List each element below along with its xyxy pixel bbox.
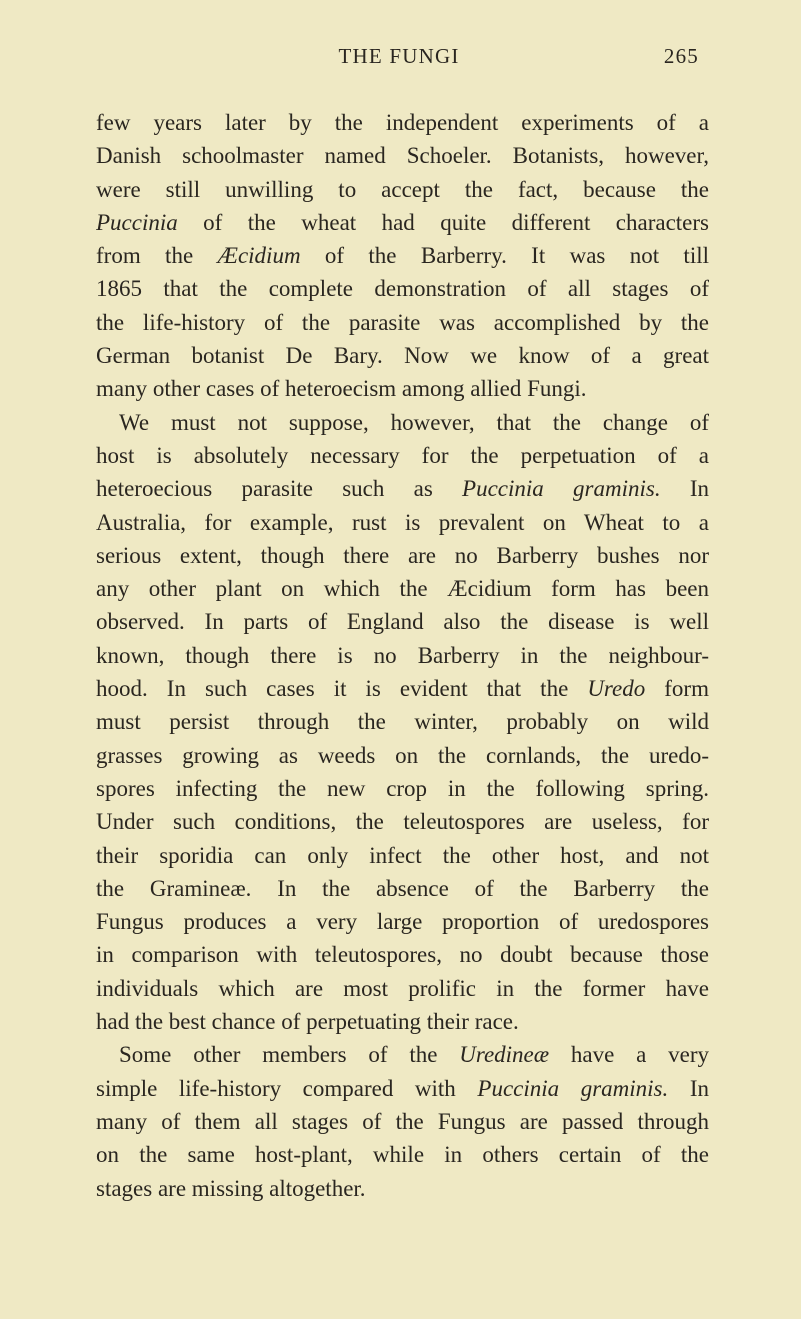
paragraph-3 — [96, 1038, 709, 1204]
text-run: Some other members of the — [119, 1042, 460, 1068]
text-line — [96, 938, 709, 971]
text-run: We must not suppose, however, that the change of — [119, 409, 709, 435]
text-run: from the — [96, 243, 218, 269]
text-line — [96, 572, 709, 605]
text-line — [96, 839, 709, 872]
text-line — [96, 639, 709, 672]
italic-text: Uredo — [587, 676, 646, 702]
text-line — [96, 339, 709, 372]
text-run: Fungus produces a very large proportion of uredospores — [96, 909, 709, 935]
text-line — [96, 605, 709, 638]
text-run: grasses growing as weeds on the cornlands, the uredo- — [96, 742, 709, 768]
text-run: serious extent, though there are no Barberry bushes nor — [96, 542, 709, 568]
italic-text: Puccinia — [96, 209, 178, 235]
text-line — [96, 506, 709, 539]
text-line — [96, 306, 709, 339]
text-run: the Gramineæ. In the absence of the Barberry the — [96, 875, 709, 901]
text-line — [96, 106, 709, 139]
text-run: host is absolutely necessary for the perpetuation of a — [96, 442, 709, 468]
text-run: their sporidia can only infect the other host, and not — [96, 842, 709, 868]
text-line — [96, 439, 709, 472]
text-run: heteroecious parasite such as — [96, 476, 463, 502]
text-line — [96, 139, 709, 172]
text-line — [96, 972, 709, 1005]
page-number: 265 — [663, 44, 699, 68]
text-run: many of them all stages of the Fungus are passed through — [96, 1108, 709, 1134]
italic-text: Puccinia graminis. — [462, 476, 661, 502]
text-line — [96, 672, 709, 705]
text-line — [96, 239, 709, 272]
text-run: had the best chance of perpetuating their race. — [96, 1009, 519, 1035]
text-run: in comparison with teleutospores, no doubt because those — [96, 942, 709, 968]
text-line — [96, 1172, 709, 1205]
body-text — [96, 106, 709, 1205]
text-run: of the wheat had quite different characters — [177, 209, 709, 235]
text-line — [96, 805, 709, 838]
text-run: In — [660, 476, 709, 502]
text-line — [96, 739, 709, 772]
text-run: many other cases of heteroecism among allied Fungi. — [96, 376, 587, 402]
text-line — [96, 272, 709, 305]
text-run: on the same host-plant, while in others certain of the — [96, 1142, 709, 1168]
running-title: THE FUNGI — [338, 44, 460, 68]
text-run: have a very — [549, 1042, 709, 1068]
text-line — [96, 539, 709, 572]
running-head — [97, 44, 701, 76]
text-line — [96, 772, 709, 805]
text-line — [96, 173, 709, 206]
text-run: spores infecting the new crop in the following spring. — [96, 775, 709, 801]
italic-text: Æcidium — [217, 243, 301, 269]
text-run: form — [645, 676, 709, 702]
text-run: stages are missing altogether. — [96, 1175, 366, 1201]
text-run: must persist through the winter, probably on wild — [96, 709, 709, 735]
italic-text: Puccinia graminis. — [477, 1075, 669, 1101]
text-run: Australia, for example, rust is prevalent on Wheat to a — [96, 509, 709, 535]
text-run: 1865 that the complete demonstration of all stages of — [96, 276, 709, 302]
text-line — [96, 872, 709, 905]
text-run: simple life-history compared with — [96, 1075, 478, 1101]
text-line — [96, 406, 709, 439]
text-run: Under such conditions, the teleutospores are useless, for — [96, 809, 709, 835]
text-run: hood. In such cases it is evident that the — [96, 676, 588, 702]
text-run: few years later by the independent experiments of a — [96, 110, 709, 135]
text-line — [96, 1072, 709, 1105]
text-line — [96, 206, 709, 239]
text-line — [96, 705, 709, 738]
text-line — [96, 372, 709, 405]
text-run: German botanist De Bary. Now we know of a great — [96, 343, 709, 369]
text-line — [96, 1138, 709, 1171]
text-run: known, though there is no Barberry in the neighbour- — [96, 642, 709, 668]
text-line — [96, 1005, 709, 1038]
text-run: observed. In parts of England also the disease is well — [96, 609, 709, 635]
text-run: were still unwilling to accept the fact, because the — [96, 176, 709, 202]
text-run: of the Barberry. It was not till — [300, 243, 709, 269]
paragraph-2 — [96, 406, 709, 1039]
text-run: In — [668, 1075, 709, 1101]
text-line — [96, 1038, 709, 1071]
text-line — [96, 472, 709, 505]
text-line — [96, 1105, 709, 1138]
text-run: any other plant on which the Æcidium form has been — [96, 576, 709, 602]
paragraph-1 — [96, 106, 709, 406]
text-run: individuals which are most prolific in the former have — [96, 975, 709, 1001]
text-line — [96, 905, 709, 938]
text-run: the life-history of the parasite was accomplished by the — [96, 309, 709, 335]
text-run: Danish schoolmaster named Schoeler. Botanists, however, — [96, 143, 709, 169]
italic-text: Uredineæ — [459, 1042, 550, 1068]
